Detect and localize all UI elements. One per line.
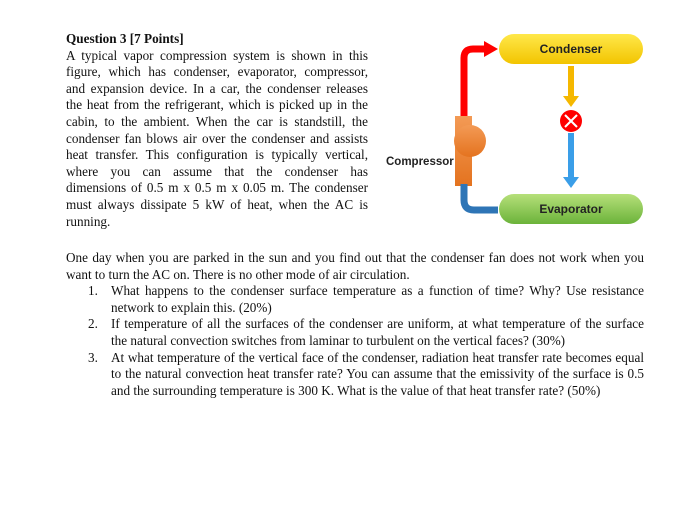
compressor xyxy=(454,116,486,186)
subquestion-list xyxy=(66,283,644,399)
question-intro xyxy=(66,31,368,230)
subquestion-number: 1. xyxy=(88,283,98,299)
subquestion-text: What happens to the condenser surface temperature as a function of time? Why? Use resistance network to explain this. (20%) xyxy=(111,283,644,315)
subquestion-item xyxy=(66,316,644,349)
question-title: Question 3 [7 Points] xyxy=(66,31,184,46)
subquestion-number: 3. xyxy=(88,349,98,365)
hot-refrigerant-line xyxy=(464,41,498,118)
evaporator-inlet-arrow xyxy=(563,133,579,188)
compressor-label: Compressor xyxy=(386,156,454,168)
subquestion-item xyxy=(66,350,644,400)
evaporator-label: Evaporator xyxy=(539,202,603,216)
vapor-compression-diagram xyxy=(378,30,700,230)
question-body xyxy=(66,250,644,399)
subquestion-text: If temperature of all the surfaces of the condenser are uniform, at what temperature of the surface the natural convection switches from laminar to turbulent on the vertical faces? (30%) xyxy=(111,316,644,348)
cold-refrigerant-line xyxy=(464,184,498,210)
subquestion-text: At what temperature of the vertical face of the condenser, radiation heat transfer rate becomes equal to the natural convection heat transfer rate? You can assume that the emissivity of the surface is 0.5 and the surrounding temperature is 300 K. What is the value of that heat transfer rate? (50%) xyxy=(111,349,644,398)
evaporator xyxy=(499,194,643,224)
condenser-outlet-arrow xyxy=(563,66,579,107)
subquestion-item xyxy=(66,283,644,316)
condenser xyxy=(499,34,643,64)
question-intro-text: A typical vapor compression system is shown in this figure, which has condenser, evaporator, compressor, and expansion device. In a car, the condenser releases the heat from the refrigerant, which is picked up in the cabin, to the ambient. When the car is standstill, the condenser fan blows air over the condenser and assists heat transfer. This configuration is typically vertical, where you can assume that the condenser has dimensions of 0.5 m x 0.5 m x 0.05 m. The condenser must always dissipate 5 kW of heat, when the AC is running. xyxy=(66,47,368,229)
subquestion-number: 2. xyxy=(88,316,98,332)
condenser-label: Condenser xyxy=(539,42,603,56)
scenario-text: One day when you are parked in the sun and you find out that the condenser fan does not work when you want to turn the AC on. There is no other mode of air circulation. xyxy=(66,250,644,282)
expansion-valve xyxy=(560,110,582,132)
